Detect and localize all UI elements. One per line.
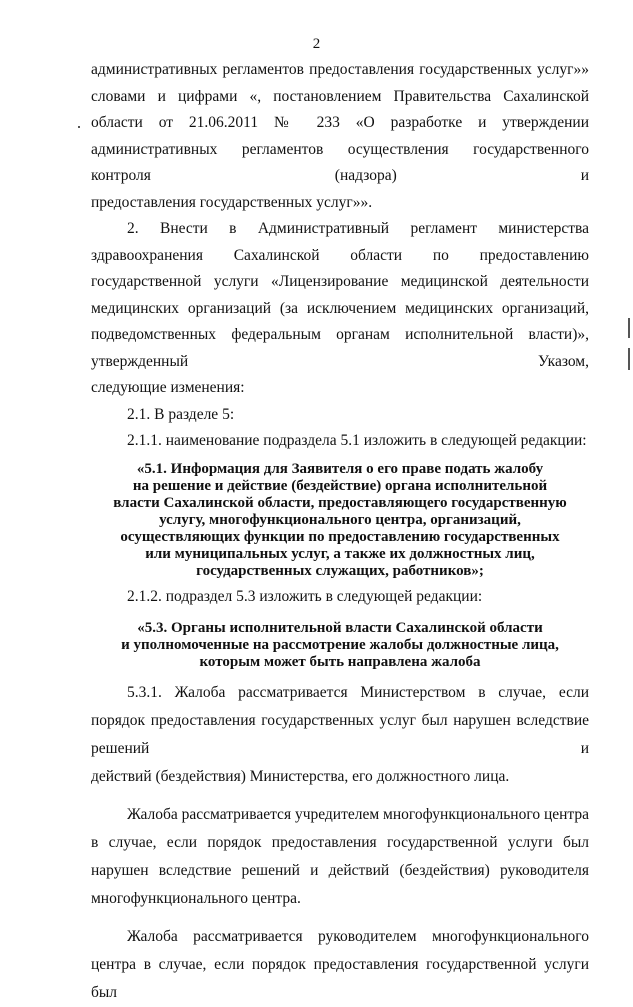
scan-margin-mark (628, 318, 630, 338)
paragraph-5-3-1: 5.3.1. Жалоба рассматривается Министерством в случае, если порядок предоставления государственных услуг был нарушен вследствие решений и (91, 684, 589, 757)
heading-line: «5.1. Информация для Заявителя о его праве подать жалобу (136, 460, 544, 477)
heading-line: которым может быть направлена жалоба (199, 654, 481, 670)
page-number: 2 (312, 36, 321, 52)
paragraph-5-3-1-end: действий (бездействия) Министерства, его должностного лица. (91, 768, 510, 785)
paragraph-item-2: 2. Внести в Административный регламент министерства здравоохранения Сахалинской области по предоставлению государственной услуги «Лицензирование медицинской деятельности медицинских организаций (за исключением медицинских организаций, подведомственных федеральным органам исполнительной власти)», утвержденный Указом, (91, 220, 589, 370)
scan-margin-mark (628, 348, 630, 370)
heading-line: и уполномоченные на рассмотрение жалобы должностные лица, (121, 637, 559, 653)
paragraph-amendment-text: административных регламентов предоставления государственных услуг»» словами и цифрами «, постановлением Правительства Сахалинской области от 21.06.2011 № 233 «О разработке и утверждении административных регламентов осуществления государственного контроля (надзора) и (91, 61, 589, 184)
section-heading-5-1 (91, 461, 589, 580)
heading-line: на решение и действие (бездействие) органа исполнительной (132, 477, 548, 494)
heading-line: или муниципальных услуг, а также их должностных лиц, (145, 545, 535, 562)
document-body (91, 57, 589, 1007)
heading-line: услугу, многофункционального центра, организаций, (159, 511, 521, 528)
section-heading-5-3 (91, 620, 589, 671)
paragraph-item-2-1-1: 2.1.1. наименование подраздела 5.1 изложить в следующей редакции: (127, 432, 587, 449)
paragraph-amendment-text-end: предоставления государственных услуг»». (91, 193, 373, 211)
paragraph-head-complaint: Жалоба рассматривается руководителем многофункционального центра в случае, если порядок предоставления государственной услуги был (91, 928, 589, 1001)
paragraph-founder-complaint-end: многофункционального центра. (91, 890, 301, 907)
paragraph-item-2-1-2: 2.1.2. подраздел 5.3 изложить в следующей редакции: (127, 587, 483, 605)
scan-speck (78, 126, 80, 128)
paragraph-founder-complaint: Жалоба рассматривается учредителем многофункционального центра в случае, если порядок предоставления государственной услуги был нарушен вследствие решений и действий (бездействия) руководителя (91, 806, 590, 879)
paragraph-item-2-end: следующие изменения: (91, 379, 245, 396)
heading-line: «5.3. Органы исполнительной власти Сахалинской области (137, 620, 543, 636)
paragraph-item-2-1: 2.1. В разделе 5: (127, 405, 235, 423)
heading-line: государственных служащих, работников»; (196, 562, 484, 579)
heading-line: осуществляющих функции по предоставлению государственных (120, 528, 560, 545)
heading-line: власти Сахалинской области, предоставляющего государственную (113, 494, 567, 511)
